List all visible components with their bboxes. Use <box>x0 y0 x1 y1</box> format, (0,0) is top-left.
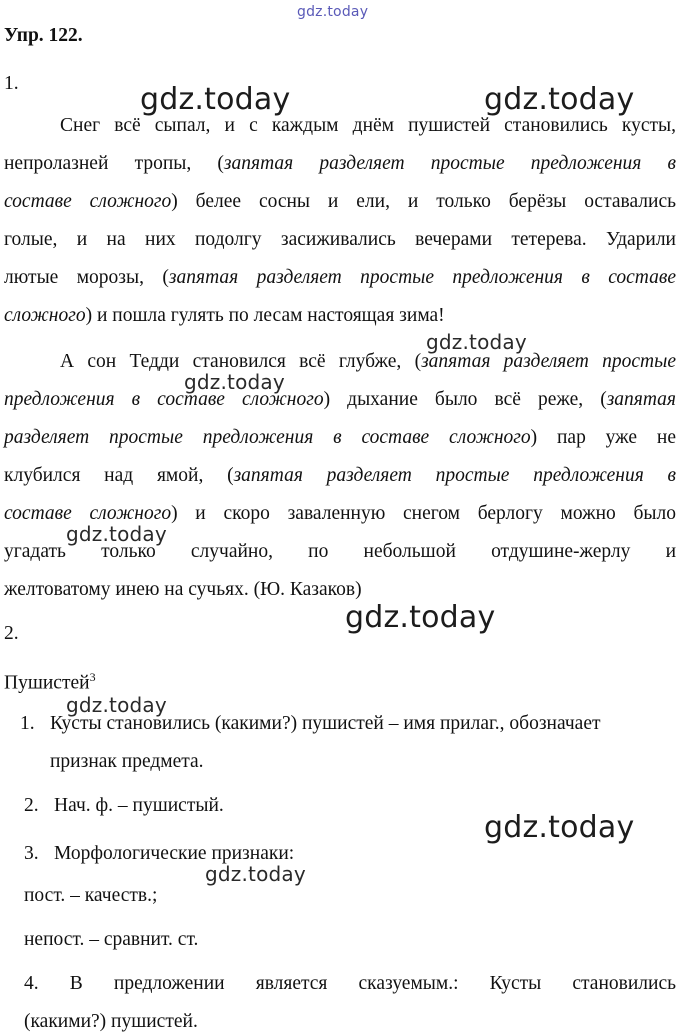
comment-text: запятая разделяет простые предложения в <box>233 465 676 486</box>
item-text: пост. – качеств.; <box>24 885 158 906</box>
exercise-title: Упр. 122. <box>4 25 83 46</box>
line-text: желтоватому инею на сучьях. (Ю. Казаков) <box>4 579 362 600</box>
item-text: признак предмета. <box>50 751 204 772</box>
watermark: gdz.today <box>205 862 306 886</box>
text-line <box>4 266 676 290</box>
watermark: gdz.today <box>484 810 635 845</box>
item-number: 4. <box>24 973 39 994</box>
text-line <box>4 578 362 602</box>
list-item <box>24 1010 198 1034</box>
item-text: Кусты становились (какими?) пушистей – имя прилаг., обозначает <box>50 713 601 734</box>
comment-text: предложения в составе сложного <box>4 389 324 410</box>
watermark: gdz.today <box>297 4 369 20</box>
watermark: gdz.today <box>426 330 527 354</box>
section-number: 2. <box>4 623 19 644</box>
line-text: ) дыхание было всё реже, ( <box>323 389 607 410</box>
text-line <box>4 350 676 374</box>
item-number: 3. <box>24 843 39 864</box>
line-text: А сон Тедди становился всё глубже, ( <box>60 351 422 372</box>
text-line <box>4 426 676 450</box>
text-line <box>4 502 676 526</box>
line-text: клубился над ямой, ( <box>4 465 234 486</box>
item-number: 1. <box>20 713 35 734</box>
list-item <box>24 884 157 908</box>
item-number: 2. <box>24 795 39 816</box>
watermark: gdz.today <box>66 693 167 717</box>
comment-text: запятая разделяет простые предложения в составе <box>168 267 676 288</box>
list-item <box>24 842 294 866</box>
item-text: Нач. ф. – пушистый. <box>54 795 224 816</box>
text-line <box>4 388 676 412</box>
comment-text: составе сложного <box>4 191 172 212</box>
text-line <box>4 152 676 176</box>
line-text: ) пар уже не <box>530 427 676 448</box>
line-text: непролазней тропы, ( <box>4 153 224 174</box>
comment-text: запятая разделяет простые предложения в <box>223 153 676 174</box>
comment-text: разделяет простые предложения в составе сложного <box>4 427 531 448</box>
text-line <box>4 304 445 328</box>
item-text: В предложении является сказуемым.: Кусты становились <box>69 973 676 994</box>
watermark: gdz.today <box>484 82 635 117</box>
item-text: (какими?) пушистей. <box>24 1011 198 1032</box>
item-text: Морфологические признаки: <box>54 843 295 864</box>
list-item <box>24 928 198 952</box>
list-item <box>50 750 204 774</box>
watermark: gdz.today <box>140 82 291 117</box>
word-heading <box>4 665 96 696</box>
section-number: 1. <box>4 73 19 94</box>
list-item <box>20 712 601 736</box>
text-line <box>4 228 676 252</box>
line-text: голые, и на них подолгу засиживались вечерами тетерева. Ударили <box>4 229 676 250</box>
text-line <box>4 190 676 214</box>
comment-text: запятая <box>606 389 676 410</box>
item-text: непост. – сравнит. ст. <box>24 929 199 950</box>
watermark: gdz.today <box>66 522 167 546</box>
word-heading-text: Пушистей <box>4 672 90 694</box>
line-text: лютые морозы, ( <box>4 267 169 288</box>
list-item <box>24 794 224 818</box>
watermark: gdz.today <box>184 370 285 394</box>
comment-text: составе сложного <box>4 503 172 524</box>
line-text: ) и скоро заваленную снегом берлогу можно было <box>171 503 676 524</box>
line-text: ) белее сосны и ели, и только берёзы оставались <box>171 191 676 212</box>
line-text: угадать только случайно, по небольшой отдушине-жерлу и <box>4 541 676 562</box>
text-line <box>4 464 676 488</box>
line-text: Снег всё сыпал, и с каждым днём пушистей становились кусты, <box>60 115 676 136</box>
list-item <box>24 972 676 996</box>
text-line <box>4 540 676 564</box>
word-superscript: 3 <box>89 670 96 684</box>
comment-text: запятая разделяет простые <box>421 351 676 372</box>
watermark: gdz.today <box>345 600 496 635</box>
line-text: ) и пошла гулять по лесам настоящая зима! <box>85 305 445 326</box>
comment-text: сложного <box>4 305 86 326</box>
text-line <box>4 114 676 138</box>
